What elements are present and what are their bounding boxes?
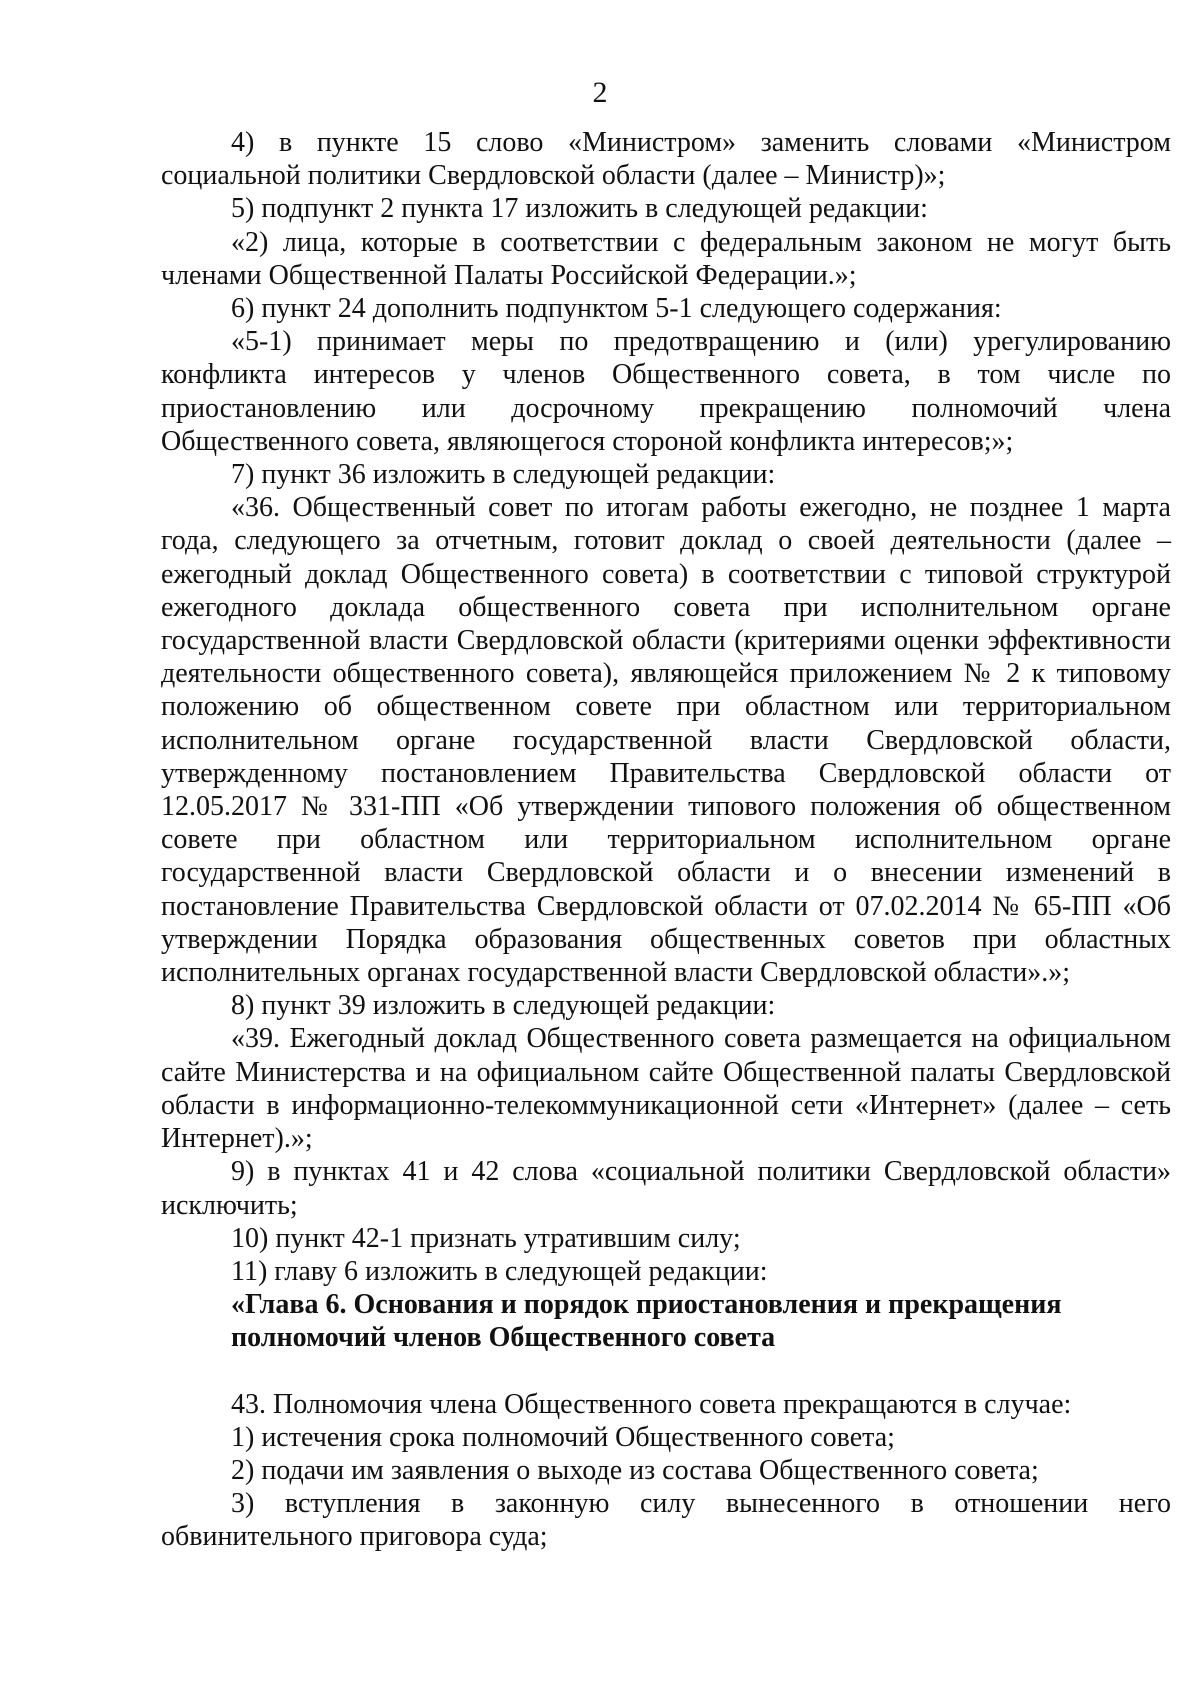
page-number: 2 bbox=[592, 76, 608, 109]
paragraph-quote-item-39: «39. Ежегодный доклад Общественного совета размещается на официальном сайте Министерства и на официальном сайте Общественной палаты Свердловской области в информационно-телекоммуникационной сети «Интернет» (далее – сеть Интернет).»; bbox=[161, 1023, 1171, 1155]
paragraph-item-9: 9) в пунктах 41 и 42 слова «социальной политики Свердловской области» исключить; bbox=[161, 1156, 1171, 1221]
paragraph-quote-subitem-5-1: «5-1) принимает меры по предотвращению и (или) урегулированию конфликта интересов у членов Общественного совета, в том числе по приостановлению или досрочному прекращению полномочий члена Общественного совета, являющегося стороной конфликта интересов;»; bbox=[161, 326, 1171, 457]
paragraph-item-43: 43. Полномочия члена Общественного совета прекращаются в случае: bbox=[231, 1388, 1072, 1420]
paragraph-quote-subitem-2: «2) лица, которые в соответствии с федеральным законом не могут быть членами Общественной Палаты Российской Федерации.»; bbox=[161, 226, 1171, 291]
paragraph-case-3: 3) вступления в законную силу вынесенного в отношении него обвинительного приговора суда; bbox=[161, 1488, 1171, 1553]
chapter-heading-line-2: полномочий членов Общественного совета bbox=[231, 1322, 776, 1354]
paragraph-quote-item-36: «36. Общественный совет по итогам работы ежегодно, не позднее 1 марта года, следующего за отчетным, готовит доклад о своей деятельности (далее – ежегодный доклад Общественного совета) в соответствии с типовой структурой ежегодного доклада общественного совета при исполнительном органе государственной власти Свердловской области (критериями оценки эффективности деятельности общественного совета), являющейся приложением № 2 к типовому положению об общественном совете при областном или территориальном исполнительном органе государственной власти Свердловской области, утвержденному постановлением Правительства Свердловской области от 12.05.2017 № 331-ПП «Об утверждении типового положения об общественном совете при областном или территориальном исполнительном органе государственной власти Свердловской области и о внесении изменений в постановление Правительства Свердловской области от 07.02.2014 № 65-ПП «Об утверждении Порядка образования общественных советов при областных исполнительных органах государственной власти Свердловской области».»; bbox=[161, 492, 1171, 989]
paragraph-item-6: 6) пункт 24 дополнить подпунктом 5-1 следующего содержания: bbox=[231, 293, 1002, 325]
chapter-heading-line-1: «Глава 6. Основания и порядок приостановления и прекращения bbox=[231, 1289, 1062, 1321]
paragraph-case-1: 1) истечения срока полномочий Общественного совета; bbox=[231, 1421, 895, 1453]
paragraph-item-4: 4) в пункте 15 слово «Министром» заменить словами «Министром социальной политики Свердловской области (далее – Министр)»; bbox=[161, 127, 1171, 192]
blank-line bbox=[161, 1355, 1171, 1388]
chapter-heading bbox=[161, 1288, 1171, 1354]
paragraph-item-11: 11) главу 6 изложить в следующей редакции: bbox=[231, 1255, 768, 1287]
paragraph-item-8: 8) пункт 39 изложить в следующей редакции: bbox=[231, 990, 776, 1022]
document-body bbox=[161, 126, 1171, 1554]
paragraph-item-5: 5) подпункт 2 пункта 17 изложить в следующей редакции: bbox=[231, 193, 928, 225]
paragraph-case-2: 2) подачи им заявления о выходе из состава Общественного совета; bbox=[231, 1454, 1039, 1486]
paragraph-item-10: 10) пункт 42-1 признать утратившим силу; bbox=[231, 1222, 741, 1254]
paragraph-item-7: 7) пункт 36 изложить в следующей редакции: bbox=[231, 459, 776, 491]
